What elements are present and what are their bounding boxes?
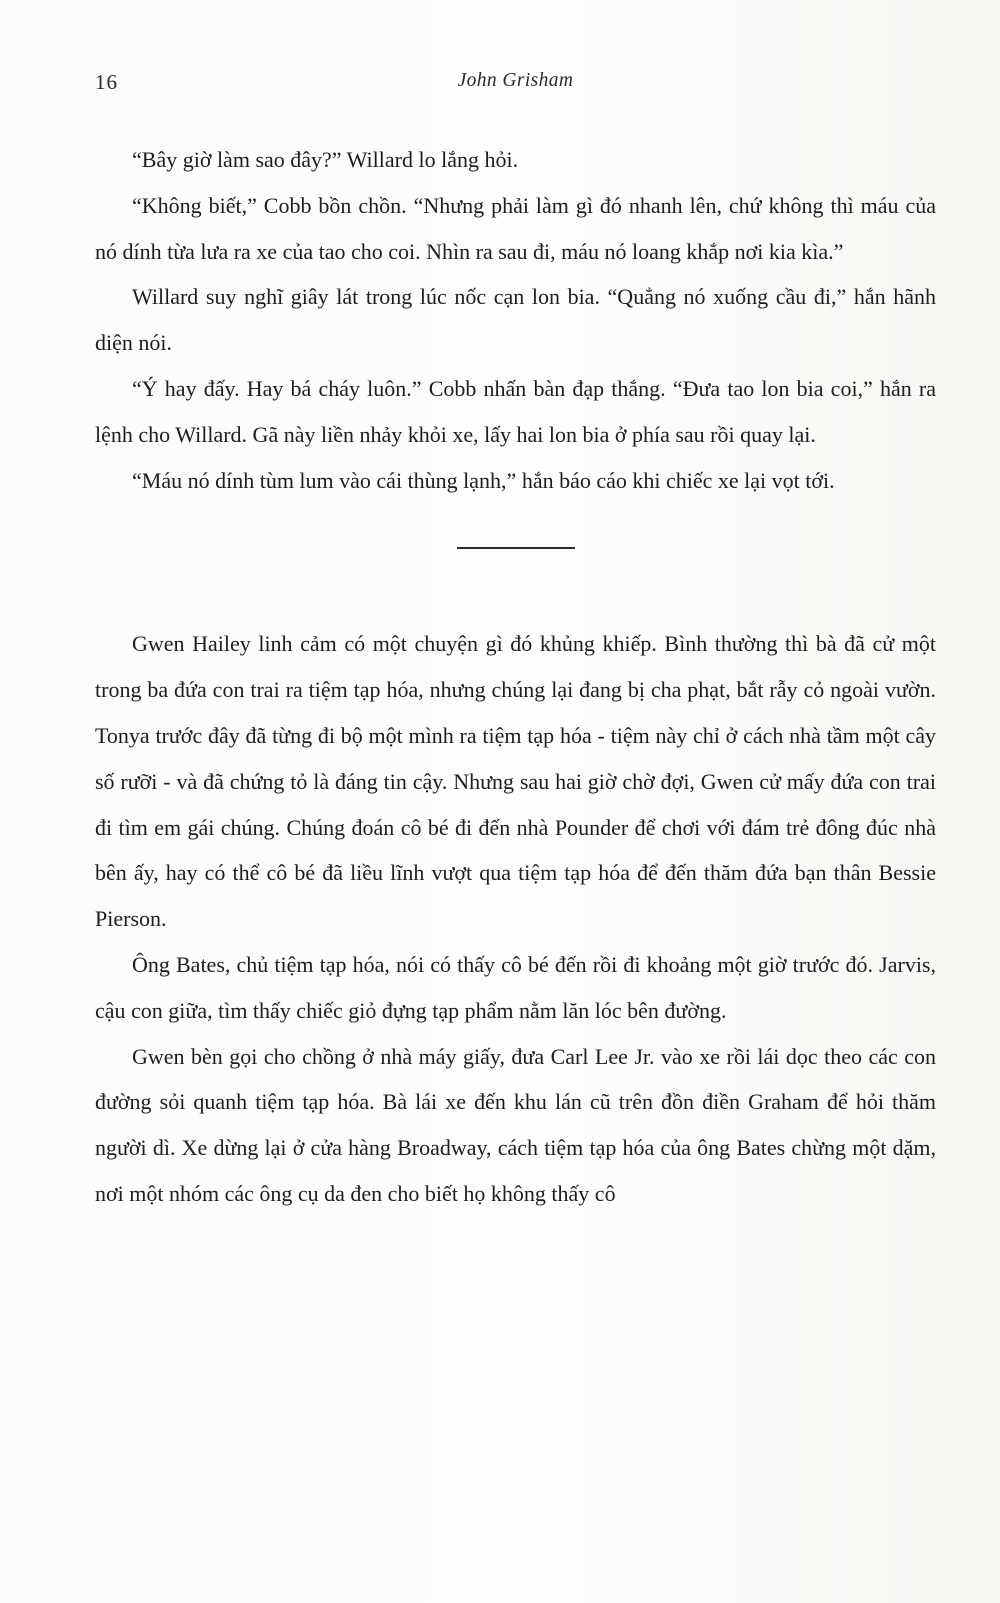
paragraph: Ông Bates, chủ tiệm tạp hóa, nói có thấy cô bé đến rồi đi khoảng một giờ trước đó. Jarvis, cậu con giữa, tìm thấy chiếc giỏ đựng tạp phẩm nằm lăn lóc bên đường. (95, 951, 936, 1023)
page-number: 16 (95, 70, 118, 94)
paragraph: “Máu nó dính tùm lum vào cái thùng lạnh,” hắn báo cáo khi chiếc xe lại vọt tới. (132, 467, 835, 493)
page-body (95, 137, 936, 1217)
paragraph: Gwen bèn gọi cho chồng ở nhà máy giấy, đưa Carl Lee Jr. vào xe rồi lái dọc theo các con đường sỏi quanh tiệm tạp hóa. Bà lái xe đến khu lán cũ trên đồn điền Graham để hỏi thăm người dì. Xe dừng lại ở cửa hàng Broadway, cách tiệm tạp hóa của ông Bates chừng một dặm, nơi một nhóm các ông cụ da đen cho biết họ không thấy cô (95, 1043, 936, 1206)
paragraph: “Ý hay đấy. Hay bá cháy luôn.” Cobb nhấn bàn đạp thắng. “Đưa tao lon bia coi,” hắn ra lệnh cho Willard. Gã này liền nhảy khỏi xe, lấy hai lon bia ở phía sau rồi quay lại. (95, 375, 936, 447)
page-header (95, 70, 936, 100)
paragraph: “Bây giờ làm sao đây?” Willard lo lắng hỏi. (132, 147, 519, 172)
paragraph: Gwen Hailey linh cảm có một chuyện gì đó khủng khiếp. Bình thường thì bà đã cử một trong ba đứa con trai ra tiệm tạp hóa, nhưng chúng lại đang bị cha phạt, bắt rẫy cỏ ngoài vườn. Tonya trước đây đã từng đi bộ một mình ra tiệm tạp hóa - tiệm này chỉ ở cách nhà tầm một cây số rưỡi - và đã chứng tỏ là đáng tin cậy. Nhưng sau hai giờ chờ đợi, Gwen cử mấy đứa con trai đi tìm em gái chúng. Chúng đoán cô bé đi đến nhà Pounder để chơi với đám trẻ đông đúc nhà bên ấy, hay có thể cô bé đã liều lĩnh vượt qua tiệm tạp hóa để đến thăm đứa bạn thân Bessie Pierson. (95, 631, 936, 932)
paragraph: Willard suy nghĩ giây lát trong lúc nốc cạn lon bia. “Quẳng nó xuống cầu đi,” hắn hãnh diện nói. (95, 284, 936, 356)
paragraph: “Không biết,” Cobb bồn chồn. “Nhưng phải làm gì đó nhanh lên, chứ không thì máu của nó dính từa lưa ra xe của tao cho coi. Nhìn ra sau đi, máu nó loang khắp nơi kia kìa.” (95, 192, 936, 264)
section-divider (457, 547, 575, 549)
running-header: John Grisham (457, 70, 574, 91)
